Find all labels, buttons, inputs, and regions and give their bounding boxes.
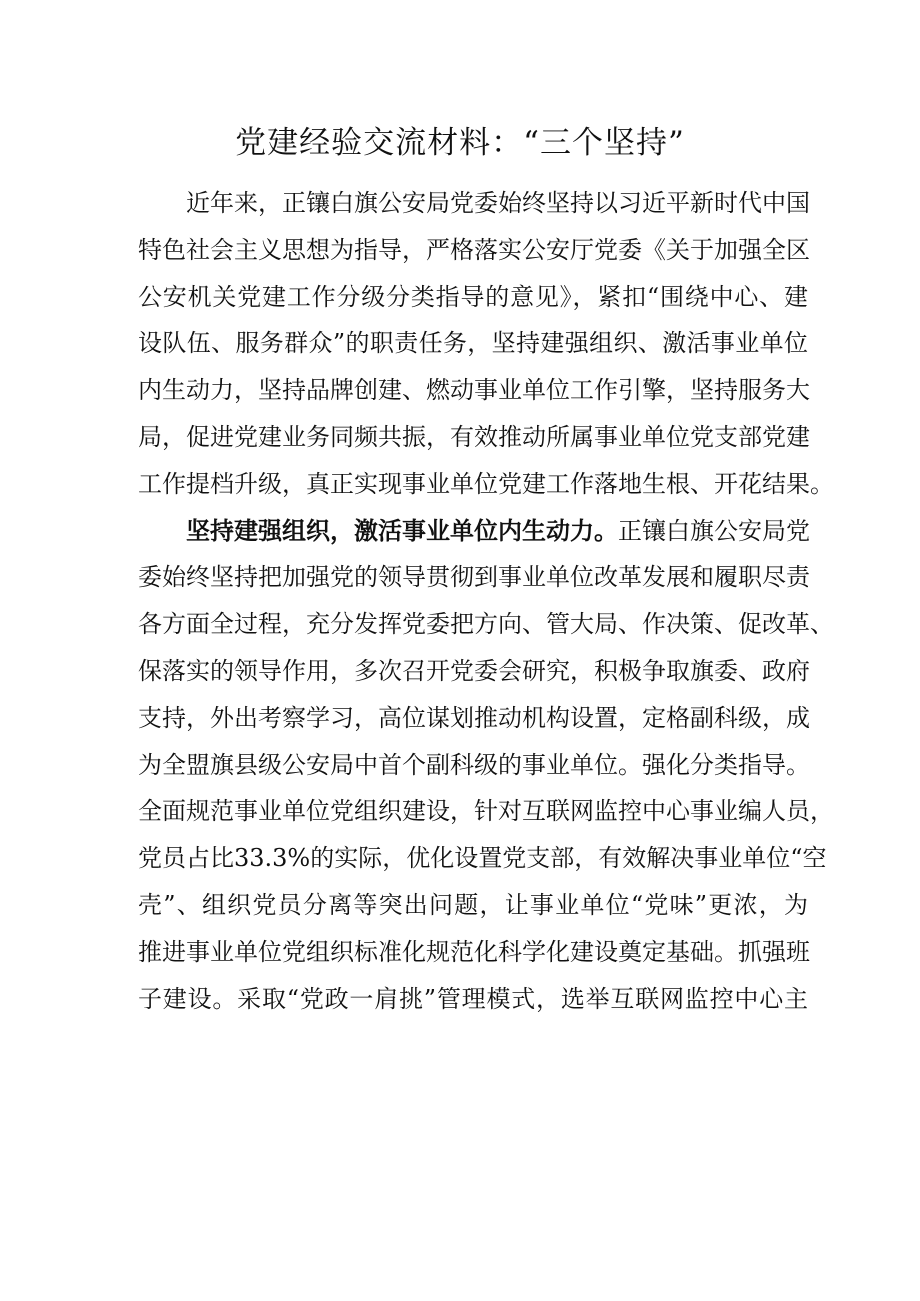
text-line: 委始终坚持把加强党的领导贯彻到事业单位改革发展和履职尽责 — [138, 563, 810, 592]
text-line: 保落实的领导作用，多次召开党委会研究，积极争取旗委、政府 — [138, 656, 810, 685]
text-line: 党员占比33.3%的实际，优化设置党支部，有效解决事业单位“空 — [138, 844, 827, 873]
text-run: 正镶白旗公安局党 — [618, 516, 810, 545]
text-line: 推进事业单位党组织标准化规范化科学化建设奠定基础。抓强班 — [138, 937, 810, 966]
text-line: 内生动力，坚持品牌创建、燃动事业单位工作引擎，坚持服务大 — [138, 376, 810, 405]
paragraph-organization — [138, 508, 834, 1023]
text-line: 近年来，正镶白旗公安局党委始终坚持以习近平新时代中国 — [186, 189, 810, 217]
text-line: 各方面全过程，充分发挥党委把方向、管大局、作决策、促改革、 — [138, 610, 834, 639]
text-line: 支持，外出考察学习，高位谋划推动机构设置，定格副科级，成 — [138, 703, 810, 732]
paragraph-intro — [138, 180, 834, 508]
text-line: 全面规范事业单位党组织建设，针对互联网监控中心事业编人员， — [138, 797, 834, 826]
text-line: 工作提档升级，真正实现事业单位党建工作落地生根、开花结果。 — [138, 469, 834, 498]
document-body — [138, 180, 834, 1022]
text-line: 特色社会主义思想为指导，严格落实公安厅党委《关于加强全区 — [138, 235, 810, 264]
document-title: 党建经验交流材料：“三个坚持” — [235, 125, 685, 161]
text-line: 为全盟旗县级公安局中首个副科级的事业单位。强化分类指导。 — [138, 750, 810, 779]
text-line: 局，促进党建业务同频共振，有效推动所属事业单位党支部党建 — [138, 422, 810, 451]
section-lead-heading: 坚持建强组织，激活事业单位内生动力。 — [186, 515, 618, 545]
text-line: 子建设。采取“党政一肩挑”管理模式，选举互联网监控中心主 — [138, 984, 808, 1013]
text-line — [138, 508, 808, 555]
text-line: 公安机关党建工作分级分类指导的意见》，紧扣“围绕中心、建 — [138, 282, 808, 311]
text-line: 设队伍、服务群众”的职责任务，坚持建强组织、激活事业单位 — [138, 329, 808, 358]
text-line: 壳”、组织党员分离等突出问题，让事业单位“党味”更浓，为 — [138, 890, 808, 919]
